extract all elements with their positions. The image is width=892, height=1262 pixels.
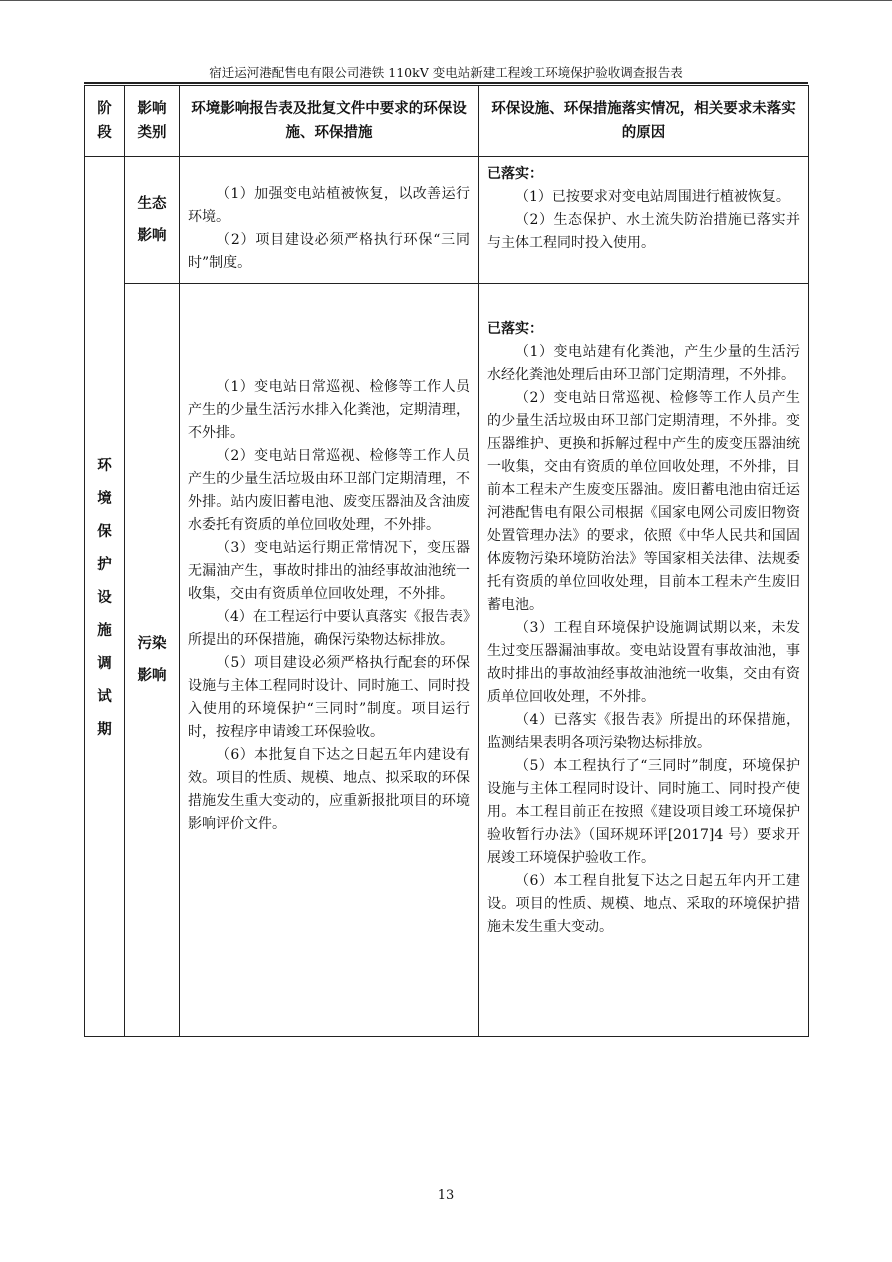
stage-char: 试 <box>97 688 112 705</box>
stage-char: 环 <box>97 457 112 474</box>
header-requirements-label: 环境影响报告表及批复文件中要求的环保设施、环保措施 <box>191 100 467 141</box>
implementation-item: （6）本工程自批复下达之日起五年内开工建设。项目的性质、规模、地点、采取的环境保护措施未发生重大变动。 <box>487 873 800 935</box>
implementation-item: （4）已落实《报告表》所提出的环保措施，监测结果表明各项污染物达标排放。 <box>487 712 800 751</box>
measures-table <box>84 85 809 1037</box>
header-implementation <box>479 86 809 157</box>
requirement-item: （6）本批复自下达之日起五年内建设有效。项目的性质、规模、地点、拟采取的环保措施发生重大变动的，应重新报批项目的环境影响评价文件。 <box>188 747 470 832</box>
requirement-item: （2）变电站日常巡视、检修等工作人员产生的少量生活垃圾由环卫部门定期清理，不外排。站内废旧蓄电池、废变压器油及含油废水委托有资质的单位回收处理，不外排。 <box>188 448 470 533</box>
header-category <box>125 86 180 157</box>
implementation-item: （1）变电站建有化粪池，产生少量的生活污水经化粪池处理后由环卫部门定期清理，不外排。 <box>487 344 800 383</box>
table-row-pollution <box>85 284 809 1037</box>
stage-char: 护 <box>97 556 112 573</box>
status-label: 已落实： <box>487 166 543 182</box>
implementation-item: （1）已按要求对变电站周围进行植被恢复。 <box>515 189 790 205</box>
stage-char: 期 <box>97 721 112 738</box>
header-stage <box>85 86 125 157</box>
status-label: 已落实： <box>487 321 543 337</box>
header-stage-char: 段 <box>97 124 112 141</box>
header-rule <box>84 82 808 84</box>
table-header-row <box>85 86 809 157</box>
implementation-cell-pollution <box>479 284 809 1037</box>
stage-char: 调 <box>97 655 112 672</box>
header-stage-char: 阶 <box>97 100 112 117</box>
requirement-item: （2）项目建设必须严格执行环保“三同时”制度。 <box>188 232 470 271</box>
implementation-cell-ecology <box>479 157 809 284</box>
implementation-item: （2）变电站日常巡视、检修等工作人员产生的少量生活垃圾由环卫部门定期清理，不外排。变压器维护、更换和拆解过程中产生的废变压器油统一收集，交由有资质的单位回收处理，不外排，目前本工程未产生废变压器油。废旧蓄电池由宿迁运河港配售电有限公司根据《国家电网公司废旧物资处置管理办法》的要求，依照《中华人民共和国固体废物污染环境防治法》等国家相关法律、法规委托有资质的单位回收处理，目前本工程未产生废旧蓄电池。 <box>487 390 800 613</box>
stage-label <box>85 454 124 739</box>
header-category-line: 类别 <box>137 124 167 141</box>
requirement-item: （5）项目建设必须严格执行配套的环保设施与主体工程同时设计、同时施工、同时投入使用的环境保护“三同时”制度。项目运行时，按程序申请竣工环保验收。 <box>188 655 470 740</box>
implementation-item: （3）工程自环境保护设施调试期以来，未发生过变压器漏油事故。变电站设置有事故油池，事故时排出的事故油经事故油池统一收集，交由有资质单位回收处理，不外排。 <box>487 620 800 705</box>
report-header-title: 宿迁运河港配售电有限公司港铁 110kV 变电站新建工程竣工环境保护验收调查报告表 <box>209 65 683 80</box>
implementation-item: （2）生态保护、水土流失防治措施已落实并与主体工程同时投入使用。 <box>487 212 800 251</box>
stage-cell <box>85 157 125 1037</box>
table-row-ecology <box>85 157 809 284</box>
category-cell-ecology <box>125 157 180 284</box>
requirement-item: （1）加强变电站植被恢复，以改善运行环境。 <box>188 186 470 225</box>
category-line: 影响 <box>137 667 167 684</box>
category-line: 影响 <box>137 227 167 244</box>
requirement-item: （1）变电站日常巡视、检修等工作人员产生的少量生活污水排入化粪池，定期清理，不外排。 <box>188 379 470 441</box>
header-category-line: 影响 <box>137 100 167 117</box>
category-cell-pollution <box>125 284 180 1037</box>
stage-char: 施 <box>97 622 112 639</box>
category-line: 生态 <box>137 195 167 212</box>
requirement-item: （4）在工程运行中要认真落实《报告表》所提出的环保措施，确保污染物达标排放。 <box>188 609 470 648</box>
page-top-border <box>0 0 892 1</box>
header-implementation-label: 环保设施、环保措施落实情况，相关要求未落实的原因 <box>491 100 796 141</box>
requirement-item: （3）变电站运行期正常情况下，变压器无漏油产生，事故时排出的油经事故油池统一收集，交由有资质单位回收处理，不外排。 <box>188 540 470 602</box>
implementation-item: （5）本工程执行了“三同时”制度，环境保护设施与主体工程同时设计、同时施工、同时投产使用。本工程目前正在按照《建设项目竣工环境保护验收暂行办法》（国环规环评[2017]4 号）要求开展竣工环境保护验收工作。 <box>487 758 800 866</box>
requirements-cell-ecology <box>180 157 479 284</box>
category-line: 污染 <box>137 635 167 652</box>
requirements-cell-pollution <box>180 284 479 1037</box>
stage-char: 设 <box>97 589 112 606</box>
page-number: 13 <box>437 1188 455 1203</box>
stage-char: 境 <box>97 490 112 507</box>
header-requirements <box>180 86 479 157</box>
stage-char: 保 <box>97 523 112 540</box>
